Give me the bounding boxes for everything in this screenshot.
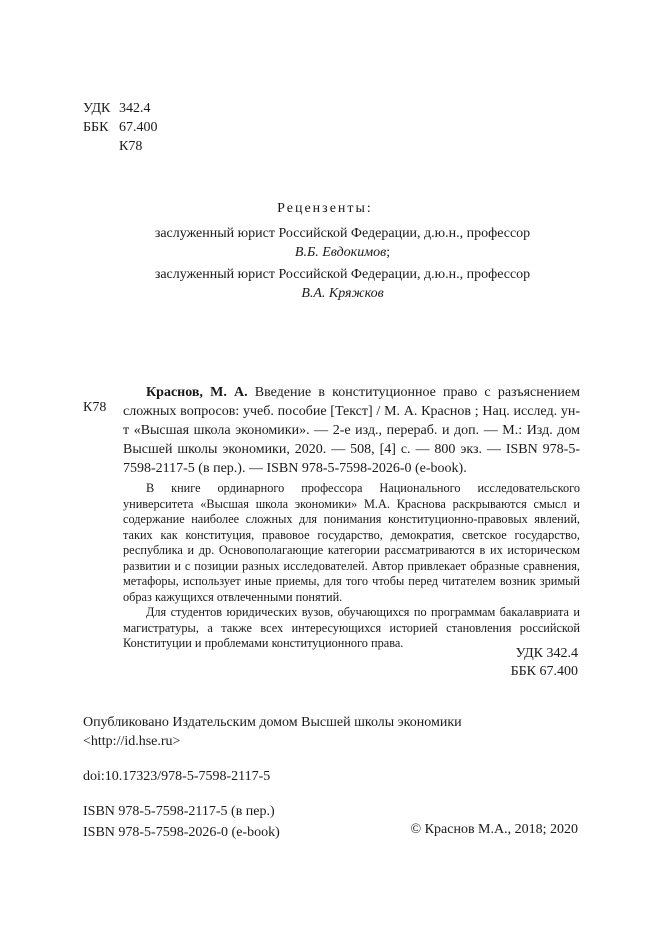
bbk-row [83,118,158,137]
bibliographic-record [123,383,580,478]
author-mark-row [83,137,158,156]
bib-author: Краснов, М. А. [146,385,248,400]
footer-bbk: ББК 67.400 [510,664,578,679]
publication-url: <http://id.hse.ru> [83,734,181,749]
publication-info [83,713,462,751]
footer-udk: УДК 342.4 [515,646,578,661]
bibliography-mark: К78 [83,400,107,415]
reviewer-2-name: В.А. Кряжков [301,286,384,301]
classification-codes [83,99,158,156]
udk-value: 342.4 [119,101,151,116]
annotation [123,481,580,652]
isbn-print: ISBN 978-5-7598-2117-5 (в пер.) [83,804,275,819]
footer-codes [420,645,578,681]
annotation-paragraph-2: Для студентов юридических вузов, обучающихся по программам бакалавриата и магистратуры, а также всех интересующихся историей становления российской Конституции и проблемами конституционного права. [123,605,580,650]
reviewer-2 [100,265,585,303]
reviewer-2-role: заслуженный юрист Российской Федерации, д.ю.н., профессор [154,267,531,282]
reviewer-1 [100,224,585,262]
bib-text: Введение в конституционное право с разъяснением сложных вопросов: учеб. пособие [Текст] / М. А. Краснов ; Нац. исслед. ун-т «Высшая школа экономики». — 2-е изд., перераб. и доп. — М.: Изд. дом Высшей школы экономики, 2020. — 508, [4] с. — 800 экз. — ISBN 978-5-7598-2117-5 (в пер.). — ISBN 978-5-7598-2026-0 (e-book). [123,385,580,476]
publication-line: Опубликовано Издательским домом Высшей школы экономики [83,715,462,730]
isbn-block [83,801,280,843]
reviewer-1-sep: ; [386,245,391,260]
author-mark: К78 [119,139,143,154]
annotation-paragraph-1: В книге ординарного профессора Национального исследовательского университета «Высшая школа экономики» М.А. Краснова раскрываются смысл и содержание наиболее сложных для понимания конституционно-правовых явлений, таких как конституция, правовое государство, демократия, светское государство, республика и др. Основополагающие категории рассматриваются в их историческом развитии и с позиции разных исследователей. Автор привлекает образные сравнения, метафоры, использует иные приемы, для того чтобы перед читателем возник зримый образ кажущихся отвлеченными понятий. [123,481,580,604]
copyright: © Краснов М.А., 2018; 2020 [410,822,578,837]
bbk-value: 67.400 [119,120,158,135]
reviewer-1-name: В.Б. Евдокимов [294,245,387,260]
doi: doi:10.17323/978-5-7598-2117-5 [83,769,271,784]
udk-row [83,99,158,118]
isbn-ebook: ISBN 978-5-7598-2026-0 (e-book) [83,825,280,840]
udk-label: УДК [83,101,111,116]
bbk-label: ББК [83,120,109,135]
reviewers-title: Рецензенты: [277,201,373,216]
reviewer-1-role: заслуженный юрист Российской Федерации, д.ю.н., профессор [154,226,531,241]
